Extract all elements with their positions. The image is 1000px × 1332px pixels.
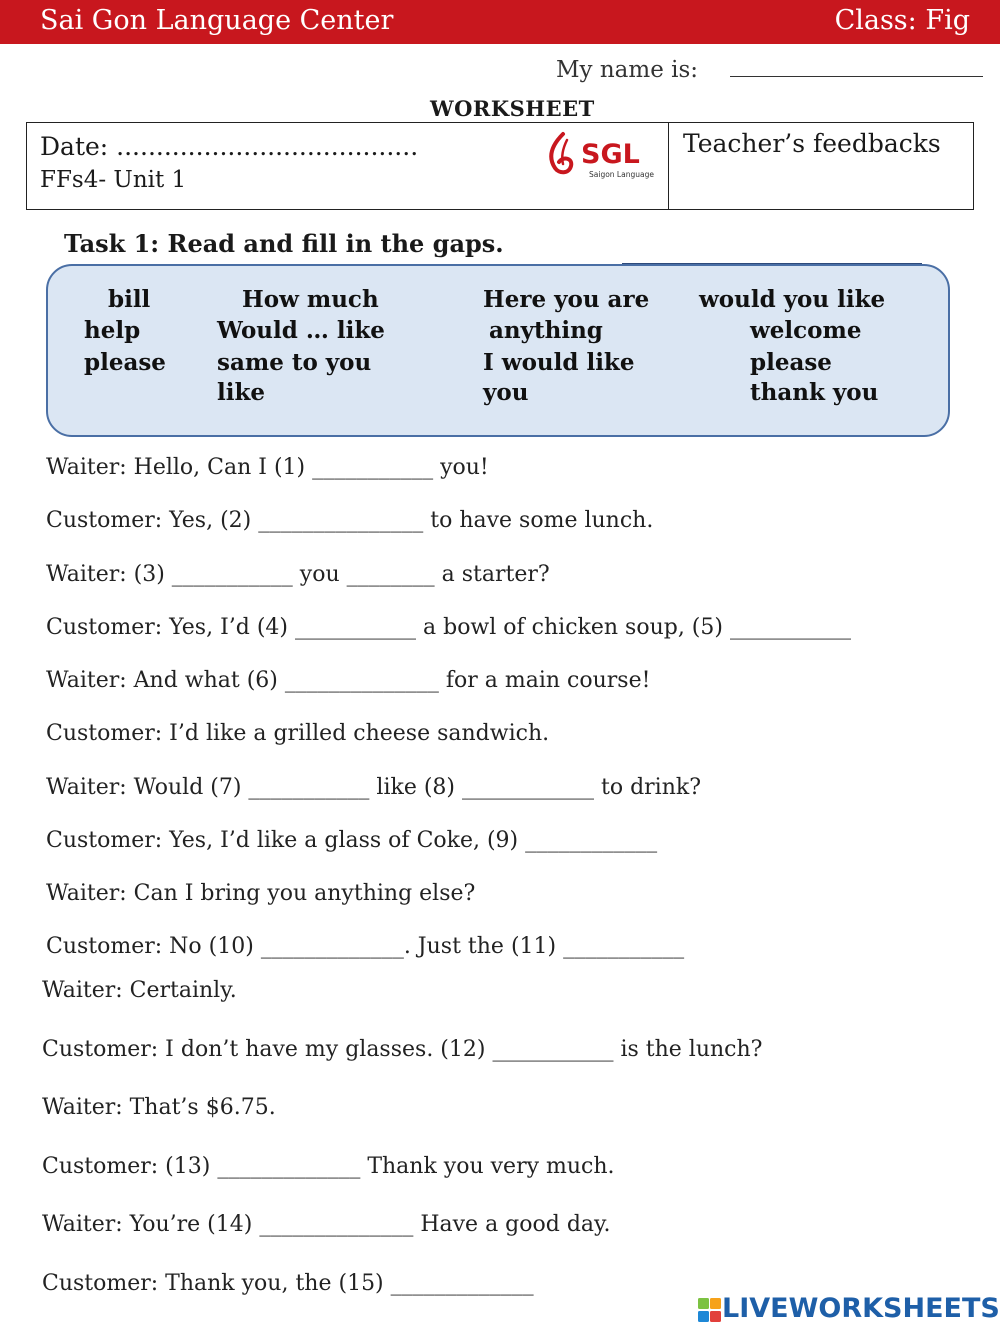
word-you: you — [483, 379, 529, 406]
dialogue-line-15[interactable]: Waiter: You’re (14) ______________ Have a good day. — [42, 1212, 611, 1237]
word-would-like: Would … like — [217, 317, 385, 344]
logo-subtitle: Saigon Language — [589, 170, 654, 179]
word-i-would-like: I would like — [483, 349, 635, 376]
worksheet-title: WORKSHEET — [430, 96, 595, 121]
liveworksheets-logo[interactable] — [698, 1295, 998, 1327]
liveworksheets-brand: LIVEWORKSHEETS — [722, 1293, 1000, 1324]
word-please-1: please — [84, 349, 166, 376]
word-help: help — [84, 317, 141, 344]
dialogue-line-12[interactable]: Customer: I don’t have my glasses. (12) ___________ is the lunch? — [42, 1037, 763, 1062]
word-like: like — [217, 379, 266, 406]
school-name: Sai Gon Language Center — [40, 5, 394, 36]
word-would-you-like: would you like — [699, 286, 886, 313]
logo-brand-text: SGL — [581, 139, 640, 170]
unit-label: FFs4- Unit 1 — [40, 167, 187, 193]
dialogue-line-10[interactable]: Customer: No (10) _____________. Just the (11) ___________ — [46, 934, 685, 959]
dialogue-line-13: Waiter: That’s $6.75. — [42, 1095, 276, 1120]
dialogue-line-8[interactable]: Customer: Yes, I’d like a glass of Coke, (9) ____________ — [46, 828, 658, 853]
word-same-to-you: same to you — [217, 349, 372, 376]
class-label: Class: Fig — [834, 5, 970, 36]
dialogue-line-4[interactable]: Customer: Yes, I’d (4) ___________ a bowl of chicken soup, (5) ___________ — [46, 615, 851, 640]
word-welcome: welcome — [750, 317, 862, 344]
liveworksheets-icon — [698, 1298, 722, 1324]
dialogue-line-6: Customer: I’d like a grilled cheese sandwich. — [46, 721, 550, 746]
teacher-feedback-label: Teacher’s feedbacks — [683, 129, 941, 158]
dialogue-line-14[interactable]: Customer: (13) _____________ Thank you very much. — [42, 1154, 615, 1179]
dialogue-line-7[interactable]: Waiter: Would (7) ___________ like (8) ____________ to drink? — [46, 775, 702, 800]
word-how-much: How much — [242, 286, 379, 313]
dialogue-line-5[interactable]: Waiter: And what (6) ______________ for a main course! — [46, 668, 651, 693]
word-anything: anything — [489, 317, 603, 344]
word-thank-you: thank you — [750, 379, 879, 406]
word-please-2: please — [750, 349, 832, 376]
dialogue-line-16[interactable]: Customer: Thank you, the (15) _____________ — [42, 1271, 534, 1296]
date-field: Date: ...................................... — [40, 132, 419, 161]
task-heading: Task 1: Read and fill in the gaps. — [64, 229, 504, 258]
word-here-you-are: Here you are — [483, 286, 650, 313]
dialogue-line-2[interactable]: Customer: Yes, (2) _______________ to have some lunch. — [46, 508, 654, 533]
dialogue-line-1[interactable]: Waiter: Hello, Can I (1) ___________ you! — [46, 455, 489, 480]
dialogue-line-9: Waiter: Can I bring you anything else? — [46, 881, 476, 906]
name-label: My name is: — [556, 57, 699, 83]
dialogue-line-3[interactable]: Waiter: (3) ___________ you ________ a starter? — [46, 562, 550, 587]
word-bill: bill — [108, 286, 151, 313]
dialogue-line-11: Waiter: Certainly. — [42, 978, 237, 1003]
